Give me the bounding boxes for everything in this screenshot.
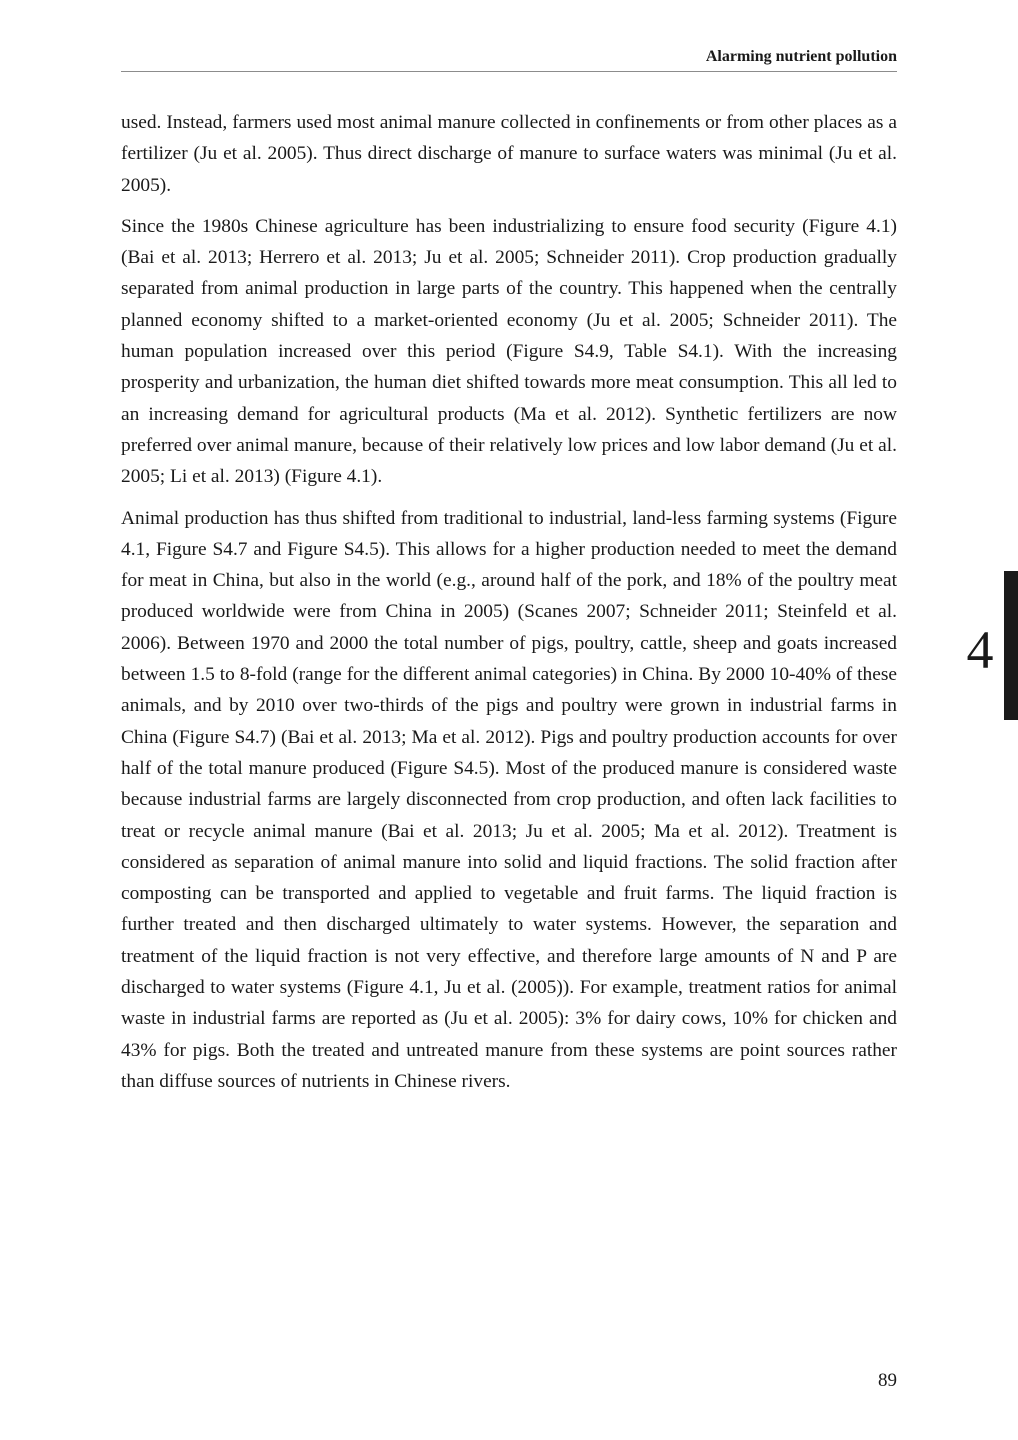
header-divider: [121, 71, 897, 72]
body-text: [121, 107, 897, 1107]
paragraph-3: Animal production has thus shifted from traditional to industrial, land-less farming systems (Figure 4.1, Figure S4.7 and Figure S4.5). This allows for a higher production needed to meet the demand for meat in China, but also in the world (e.g., around half of the pork, and 18% of the poultry meat produced worldwide were from China in 2005) (Scanes 2007; Schneider 2011; Steinfeld et al. 2006). Between 1970 and 2000 the total number of pigs, poultry, cattle, sheep and goats increased between 1.5 to 8-fold (range for the different animal categories) in China. By 2000 10-40% of these animals, and by 2010 over two-thirds of the pigs and poultry were grown in industrial farms in China (Figure S4.7) (Bai et al. 2013; Ma et al. 2012). Pigs and poultry production accounts for over half of the total manure produced (Figure S4.5). Most of the produced manure is considered waste because industrial farms are largely disconnected from crop production, and often lack facilities to treat or recycle animal manure (Bai et al. 2013; Ju et al. 2005; Ma et al. 2012). Treatment is considered as separation of animal manure into solid and liquid fractions. The solid fraction after composting can be transported and applied to vegetable and fruit farms. The liquid fraction is further treated and then discharged ultimately to water systems. However, the separation and treatment of the liquid fraction is not very effective, and therefore large amounts of N and P are discharged to water systems (Figure 4.1, Ju et al. (2005)). For example, treatment ratios for animal waste in industrial farms are reported as (Ju et al. 2005): 3% for dairy cows, 10% for chicken and 43% for pigs. Both the treated and untreated manure from these systems are point sources rather than diffuse sources of nutrients in Chinese rivers.: [121, 507, 897, 1092]
running-header-title: Alarming nutrient pollution: [705, 48, 897, 65]
page-number: 89: [878, 1370, 897, 1391]
paragraph-1: used. Instead, farmers used most animal manure collected in confinements or from other places as a fertilizer (Ju et al. 2005). Thus direct discharge of manure to surface waters was minimal (Ju et al. 2005).: [121, 112, 897, 196]
paragraph-2: Since the 1980s Chinese agriculture has been industrializing to ensure food security (Figure 4.1) (Bai et al. 2013; Herrero et al. 2013; Ju et al. 2005; Schneider 2011). Crop production gradually separated from animal production in large parts of the country. This happened when the centrally planned economy shifted to a market-oriented economy (Ju et al. 2005; Schneider 2011). The human population increased over this period (Figure S4.9, Table S4.1). With the increasing prosperity and urbanization, the human diet shifted towards more meat consumption. This all led to an increasing demand for agricultural products (Ma et al. 2012). Synthetic fertilizers are now preferred over animal manure, because of their relatively low prices and low labor demand (Ju et al. 2005; Li et al. 2013) (Figure 4.1).: [121, 215, 897, 488]
chapter-number: 4: [966, 620, 994, 680]
chapter-thumb-tab: [1004, 571, 1018, 720]
